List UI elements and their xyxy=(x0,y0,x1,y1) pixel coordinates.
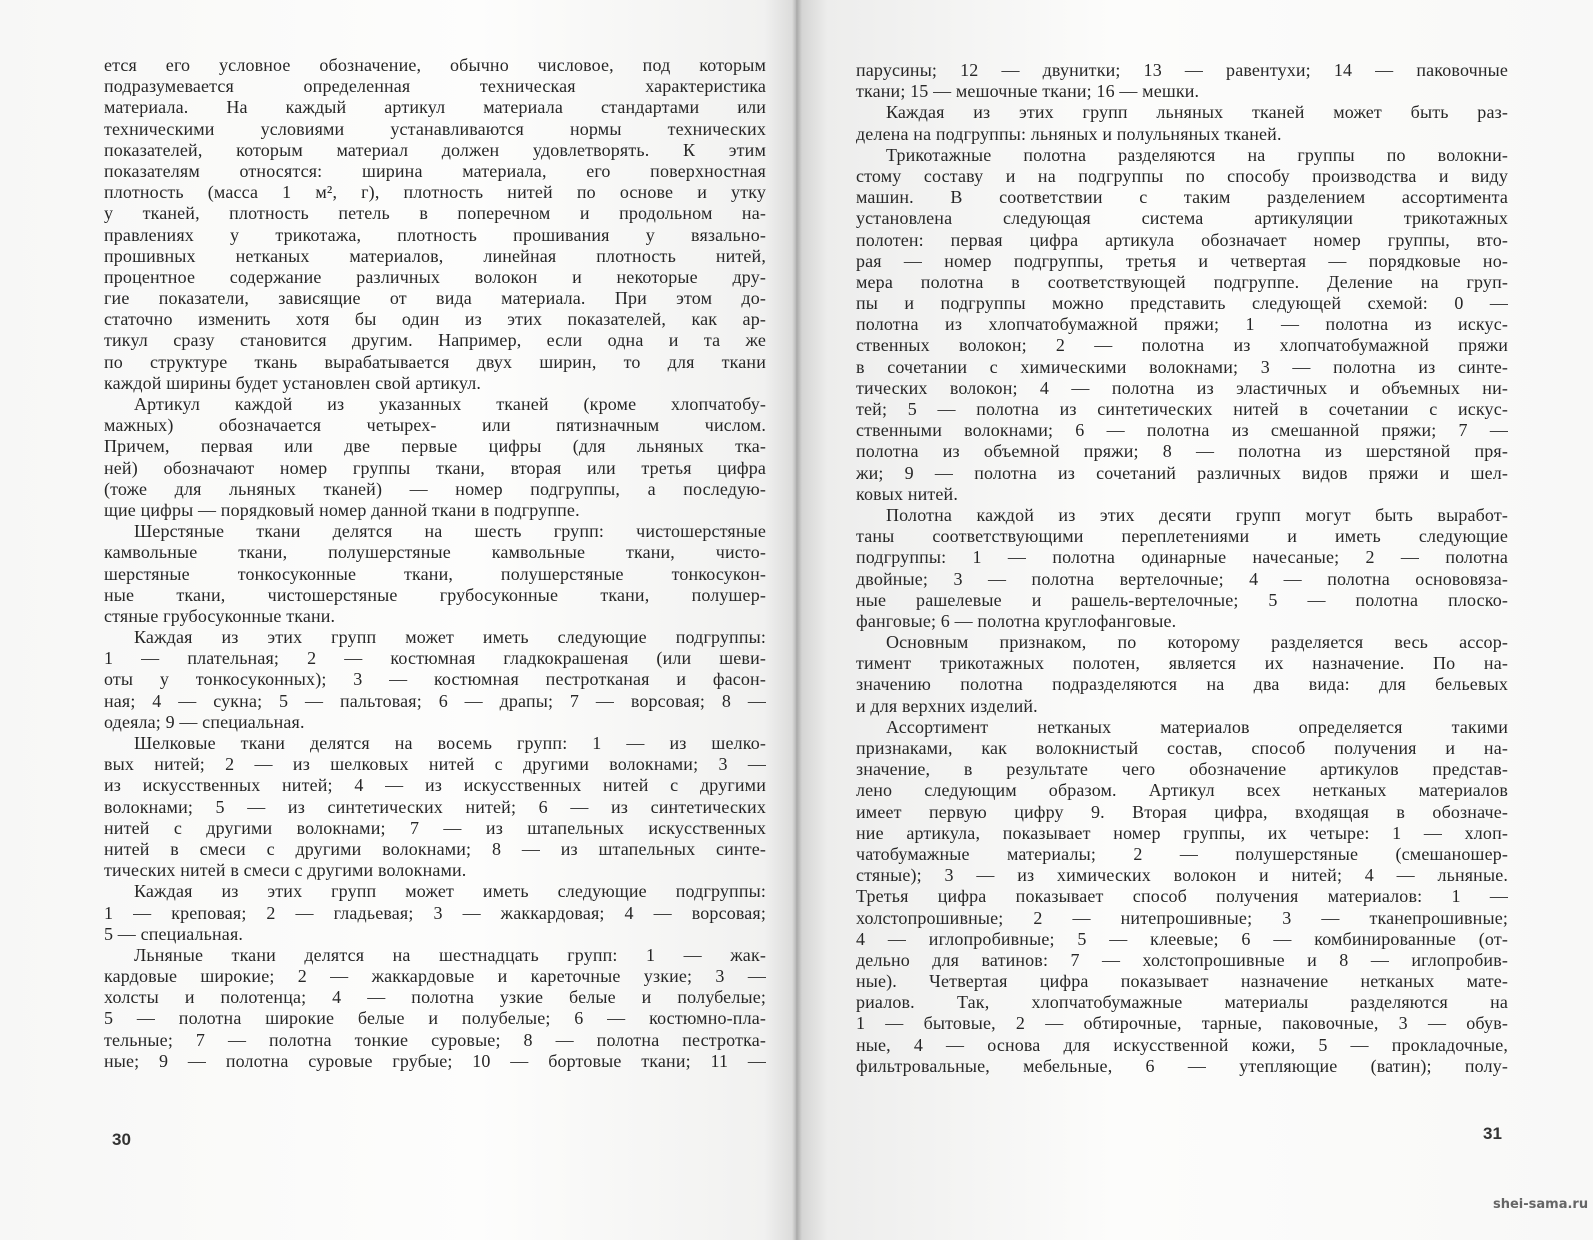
text-line: фильтровальные, мебельные, 6 — утепляющие (ватин); полу- xyxy=(856,1055,1508,1076)
text-line: Третья цифра показывает способ получения материалов: 1 — xyxy=(856,886,1508,907)
text-line: пы и подгруппы можно представить следующей схемой: 0 — xyxy=(856,293,1508,314)
text-line: полотна из объемной пряжи; 8 — полотна из шерстяной пря- xyxy=(856,441,1508,462)
text-line: подгруппы: 1 — полотна одинарные начесаные; 2 — полотна xyxy=(856,547,1508,568)
text-line: рая — номер подгруппы, третья и четвертая — порядковые но- xyxy=(856,250,1508,271)
text-line: 4 — иглопробивные; 5 — клеевые; 6 — комбинированные (от- xyxy=(856,928,1508,949)
text-line: Льняные ткани делятся на шестнадцать групп: 1 — жак- xyxy=(134,944,766,965)
text-line: жи; 9 — полотна из сочетаний различных видов пряжи и шел- xyxy=(856,462,1508,483)
text-line: тикул сразу становится другим. Например, если одна и та же xyxy=(104,330,766,351)
text-line: Каждая из этих групп может иметь следующие подгруппы: xyxy=(134,627,766,648)
text-line: по структуре ткань вырабатывается двух ширин, то для ткани xyxy=(104,351,766,372)
left-page-text xyxy=(104,55,766,1072)
text-line: Полотна каждой из этих десяти групп могут быть выработ- xyxy=(886,504,1508,525)
book-gutter xyxy=(792,0,802,1240)
text-line: Шелковые ткани делятся на восемь групп: 1 — из шелко- xyxy=(134,733,766,753)
text-line: ная; 4 — сукна; 5 — пальтовая; 6 — драпы; 7 — ворсовая; 8 — xyxy=(104,690,766,711)
watermark: shei-sama.ru xyxy=(1493,1197,1589,1212)
right-page xyxy=(796,0,1593,1240)
text-line: показателям относятся: ширина материала, его поверхностная xyxy=(104,160,766,181)
text-line: из искусственных нитей; 4 — из искусственных нитей с другими xyxy=(104,775,766,796)
text-line: ные ткани, чистошерстяные грубосуконные ткани, полушер- xyxy=(104,584,766,605)
right-page-text xyxy=(856,60,1508,1077)
text-line: мажных) обозначается четырех- или пятизначным числом. xyxy=(104,415,766,436)
text-line: показателей, которым материал должен удовлетворять. К этим xyxy=(104,139,766,160)
text-line: процентное содержание различных волокон и некоторые дру- xyxy=(104,266,766,287)
text-line: тимент трикотажных полотен, является их назначение. По на- xyxy=(856,653,1508,674)
text-line: (тоже для льняных тканей) — номер подгруппы, а последую- xyxy=(104,478,766,499)
text-line: тических нитей в смеси с другими волокнами. xyxy=(104,860,467,881)
text-line: тей; 5 — полотна из синтетических нитей в сочетании с искус- xyxy=(856,399,1508,419)
text-line: Каждая из этих групп льняных тканей может быть раз- xyxy=(886,102,1508,123)
text-line: значению полотна подразделяются на два вида: для бельевых xyxy=(856,674,1508,695)
text-line: парусины; 12 — двунитки; 13 — равентухи; 14 — паковочные xyxy=(856,60,1508,80)
text-line: делена на подгруппы: льняных и полульняных тканей. xyxy=(856,123,1282,144)
text-line: установлена следующая система артикуляции трикотажных xyxy=(856,208,1508,229)
text-line: тельные; 7 — полотна тонкие суровые; 8 — полотна пестротка- xyxy=(104,1029,766,1050)
text-line: ные; 9 — полотна суровые грубые; 10 — бортовые ткани; 11 — xyxy=(104,1050,766,1071)
text-line: одеяла; 9 — специальная. xyxy=(104,711,305,732)
text-line: дельно для ватинов: 7 — холстопрошивные и 8 — иглопробив- xyxy=(856,949,1508,970)
text-line: камвольные ткани, полушерстяные камвольные ткани, чисто- xyxy=(104,542,766,563)
text-line: щие цифры — порядковый номер данной ткани в подгруппе. xyxy=(104,499,580,520)
text-line: Ассортимент нетканых материалов определяется такими xyxy=(886,716,1508,737)
text-line: Каждая из этих групп может иметь следующие подгруппы: xyxy=(134,881,766,902)
text-line: техническими условиями устанавливаются нормы технических xyxy=(104,118,766,139)
text-line: тических волокон; 4 — полотна из эластичных и объемных ни- xyxy=(856,377,1508,398)
text-line: правлениях у трикотажа, плотность прошивания у вязально- xyxy=(104,224,766,245)
text-line: статочно изменить хотя бы один из этих показателей, как ар- xyxy=(104,309,766,330)
text-line: холсты и полотенца; 4 — полотна узкие белые и полубелые; xyxy=(104,987,766,1008)
text-line: машин. В соответствии с таким разделением ассортимента xyxy=(856,187,1508,208)
text-line: ется его условное обозначение, обычно числовое, под которым xyxy=(104,55,766,75)
text-line: подразумевается определенная техническая характеристика xyxy=(104,76,766,97)
text-line: лено следующим образом. Артикул всех нетканых материалов xyxy=(856,780,1508,801)
text-line: волокнами; 5 — из синтетических нитей; 6 — из синтетических xyxy=(104,796,766,817)
text-line: мера полотна в соответствующей подгруппе. Деление на груп- xyxy=(856,271,1508,292)
text-line: нитей в смеси с другими волокнами; 8 — из штапельных синте- xyxy=(104,838,766,859)
text-line: материала. На каждый артикул материала стандартами или xyxy=(104,97,766,118)
text-line: в сочетании с химическими волокнами; 3 — полотна из синте- xyxy=(856,356,1508,377)
text-line: ковых нитей. xyxy=(856,483,958,504)
text-line: оты у тонкосуконных); 3 — костюмная пестротканая и фасон- xyxy=(104,669,766,690)
left-page xyxy=(0,0,796,1240)
text-line: гие показатели, зависящие от вида материала. При этом до- xyxy=(104,288,766,309)
text-line: полотен: первая цифра артикула обозначает номер группы, вто- xyxy=(856,229,1508,250)
text-line: у тканей, плотность петель в поперечном и продольном на- xyxy=(104,203,766,224)
text-line: двойные; 3 — полотна вертелочные; 4 — полотна основовяза- xyxy=(856,568,1508,589)
text-line: стяные); 3 — из химических волокон и нитей; 4 — льняные. xyxy=(856,865,1508,886)
text-line: плотность (масса 1 м², г), плотность нитей по основе и утку xyxy=(104,182,766,203)
text-line: Основным признаком, по которому разделяется весь ассор- xyxy=(886,632,1508,653)
text-line: значение, в результате чего обозначение артикулов представ- xyxy=(856,759,1508,780)
right-page-number: 31 xyxy=(1483,1124,1502,1143)
text-line: ткани; 15 — мешочные ткани; 16 — мешки. xyxy=(856,81,1200,102)
text-line: вых нитей; 2 — из шелковых нитей с другими волокнами; 3 — xyxy=(104,754,766,775)
text-line: риалов. Так, хлопчатобумажные материалы разделяются на xyxy=(856,992,1508,1013)
text-line: 5 — специальная. xyxy=(104,923,244,944)
text-line: кардовые широкие; 2 — жаккардовые и кареточные узкие; 3 — xyxy=(104,966,766,987)
left-page-number: 30 xyxy=(112,1130,131,1149)
text-line: ние артикула, показывает номер группы, их четыре: 1 — хлоп- xyxy=(856,822,1508,843)
text-line: стому составу и на подгруппы по способу производства и виду xyxy=(856,165,1508,186)
text-line: Шерстяные ткани делятся на шесть групп: чистошерстяные xyxy=(134,521,766,542)
text-line: стяные грубосуконные ткани. xyxy=(104,605,336,626)
text-line: фанговые; 6 — полотна круглофанговые. xyxy=(856,610,1177,631)
text-line: каждой ширины будет установлен свой артикул. xyxy=(104,372,481,393)
text-line: и для верхних изделий. xyxy=(856,695,1038,716)
text-line: признаками, как волокнистый состав, способ получения и на- xyxy=(856,738,1508,758)
text-line: шерстяные тонкосуконные ткани, полушерстяные тонкосукон- xyxy=(104,563,766,584)
text-line: прошивных нетканых материалов, линейная плотность нитей, xyxy=(104,245,766,266)
text-line: ственными волокнами; 6 — полотна из смешанной пряжи; 7 — xyxy=(856,420,1508,441)
text-line: имеет первую цифру 9. Вторая цифра, входящая в обозначе- xyxy=(856,801,1508,822)
text-line: полотна из хлопчатобумажной пряжи; 1 — полотна из искус- xyxy=(856,314,1508,335)
text-line: Трикотажные полотна разделяются на группы по волокни- xyxy=(886,144,1508,165)
text-line: Артикул каждой из указанных тканей (кроме хлопчатобу- xyxy=(134,394,766,414)
text-line: 5 — полотна широкие белые и полубелые; 6 — костюмно-пла- xyxy=(104,1008,766,1029)
text-line: ней) обозначают номер группы ткани, вторая или третья цифра xyxy=(104,457,766,478)
text-line: Причем, первая или две первые цифры (для льняных тка- xyxy=(104,436,766,457)
text-line: холстопрошивные; 2 — нитепрошивные; 3 — тканепрошивные; xyxy=(856,907,1508,928)
text-line: ные рашелевые и рашель-вертелочные; 5 — полотна плоско- xyxy=(856,589,1508,610)
text-line: 1 — плательная; 2 — костюмная гладкокрашеная (или шеви- xyxy=(104,648,766,669)
text-line: нитей с другими волокнами; 7 — из штапельных искусственных xyxy=(104,817,766,838)
text-line: ные). Четвертая цифра показывает назначение нетканых мате- xyxy=(856,971,1508,992)
text-line: 1 — креповая; 2 — гладьевая; 3 — жаккардовая; 4 — ворсовая; xyxy=(104,902,766,923)
text-line: ные, 4 — основа для искусственной кожи, 5 — прокладочные, xyxy=(856,1034,1508,1055)
text-line: чатобумажные материалы; 2 — полушерстяные (смешаношер- xyxy=(856,843,1508,864)
text-line: 1 — бытовые, 2 — обтирочные, тарные, паковочные, 3 — обув- xyxy=(856,1013,1508,1034)
text-line: таны соответствующими переплетениями и иметь следующие xyxy=(856,526,1508,547)
text-line: ственных волокон; 2 — полотна из хлопчатобумажной пряжи xyxy=(856,335,1508,356)
